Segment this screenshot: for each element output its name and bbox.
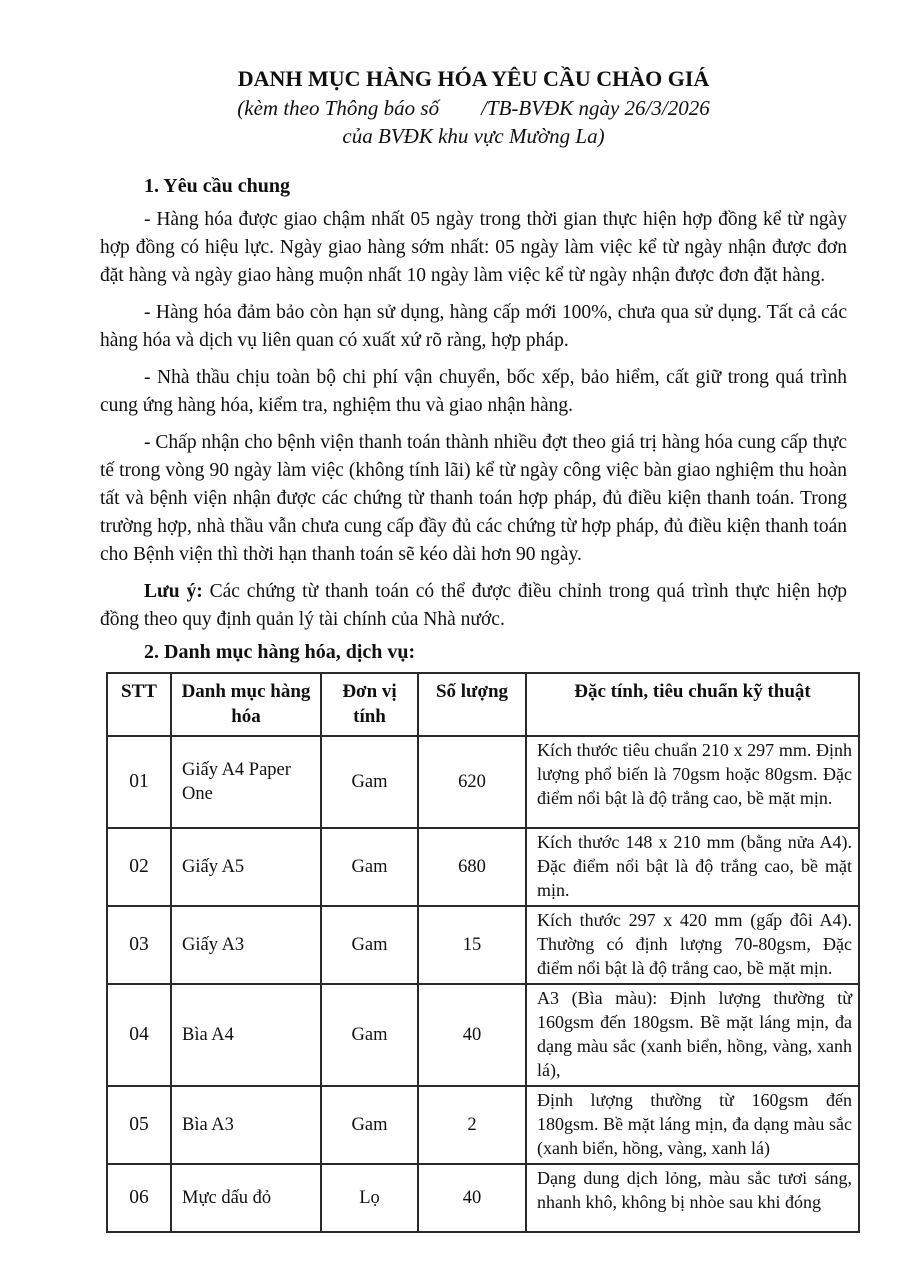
note-label: Lưu ý: bbox=[144, 581, 203, 602]
cell-stt: 04 bbox=[107, 984, 171, 1086]
note-paragraph bbox=[100, 578, 847, 634]
cell-unit: Gam bbox=[321, 1086, 418, 1164]
section-1-paragraph-2: - Hàng hóa đảm bảo còn hạn sử dụng, hàng cấp mới 100%, chưa qua sử dụng. Tất cả các hàng hóa và dịch vụ liên quan có xuất xứ rõ ràng, hợp pháp. bbox=[100, 302, 847, 351]
section-1-paragraph-1: - Hàng hóa được giao chậm nhất 05 ngày trong thời gian thực hiện hợp đồng kể từ ngày hợp đồng có hiệu lực. Ngày giao hàng sớm nhất: 05 ngày làm việc kể từ ngày nhận được đơn đặt hàng và ngày giao hàng muộn nhất 10 ngày làm việc kể từ ngày nhận được đơn đặt hàng. bbox=[100, 209, 847, 286]
cell-spec: Kích thước 148 x 210 mm (bằng nửa A4). Đặc điểm nổi bật là độ trắng cao, bề mặt mịn. bbox=[526, 828, 859, 906]
cell-stt: 05 bbox=[107, 1086, 171, 1164]
cell-stt: 06 bbox=[107, 1164, 171, 1232]
header-cell-stt: STT bbox=[107, 673, 171, 736]
table-row bbox=[107, 906, 859, 984]
table-row bbox=[107, 1086, 859, 1164]
table-row bbox=[107, 1164, 859, 1232]
cell-spec: Dạng dung dịch lỏng, màu sắc tươi sáng, nhanh khô, không bị nhòe sau khi đóng bbox=[526, 1164, 859, 1232]
cell-qty: 620 bbox=[418, 736, 526, 828]
cell-spec: A3 (Bìa màu): Định lượng thường từ 160gsm đến 180gsm. Bề mặt láng mịn, đa dạng màu sắc (xanh biển, hồng, vàng, xanh lá), bbox=[526, 984, 859, 1086]
table-row bbox=[107, 828, 859, 906]
cell-stt: 01 bbox=[107, 736, 171, 828]
cell-unit: Gam bbox=[321, 828, 418, 906]
cell-stt: 02 bbox=[107, 828, 171, 906]
cell-qty: 40 bbox=[418, 984, 526, 1086]
cell-stt: 03 bbox=[107, 906, 171, 984]
table-header-row bbox=[107, 673, 859, 736]
cell-name: Bìa A4 bbox=[171, 984, 321, 1086]
cell-qty: 40 bbox=[418, 1164, 526, 1232]
cell-name: Bìa A3 bbox=[171, 1086, 321, 1164]
cell-unit: Gam bbox=[321, 984, 418, 1086]
document-subtitle-line-2: của BVĐK khu vực Mường La) bbox=[342, 124, 605, 148]
cell-spec: Định lượng thường từ 160gsm đến 180gsm. Bề mặt láng mịn, đa dạng màu sắc (xanh biển, hồng, vàng, xanh lá) bbox=[526, 1086, 859, 1164]
header-cell-unit: Đơn vị tính bbox=[321, 673, 418, 736]
goods-table bbox=[106, 672, 860, 1233]
section-2-heading: 2. Danh mục hàng hóa, dịch vụ: bbox=[144, 641, 416, 663]
section-1-paragraph-3: - Nhà thầu chịu toàn bộ chi phí vận chuyển, bốc xếp, bảo hiểm, cất giữ trong quá trình cung ứng hàng hóa, kiểm tra, nghiệm thu và giao nhận hàng. bbox=[100, 367, 847, 416]
cell-spec: Kích thước tiêu chuẩn 210 x 297 mm. Định lượng phổ biến là 70gsm hoặc 80gsm. Đặc điểm nổi bật là độ trắng cao, bề mặt mịn. bbox=[526, 736, 859, 828]
section-1-heading: 1. Yêu cầu chung bbox=[144, 175, 290, 197]
cell-name: Mực dấu đỏ bbox=[171, 1164, 321, 1232]
section-1-paragraph-4: - Chấp nhận cho bệnh viện thanh toán thành nhiều đợt theo giá trị hàng hóa cung cấp thực tế trong vòng 90 ngày làm việc (không tính lãi) kể từ ngày công việc bàn giao nghiệm thu hoàn tất và bệnh viện nhận được các chứng từ thanh toán hợp pháp, đủ điều kiện thanh toán. Trong trường hợp, nhà thầu vẫn chưa cung cấp đầy đủ các chứng từ hợp pháp, đủ điều kiện thanh toán cho Bệnh viện thì thời hạn thanh toán sẽ kéo dài hơn 90 ngày. bbox=[100, 432, 847, 565]
table-row bbox=[107, 736, 859, 828]
cell-unit: Gam bbox=[321, 906, 418, 984]
cell-name: Giấy A5 bbox=[171, 828, 321, 906]
cell-qty: 2 bbox=[418, 1086, 526, 1164]
cell-name: Giấy A3 bbox=[171, 906, 321, 984]
cell-unit: Lọ bbox=[321, 1164, 418, 1232]
header-cell-name: Danh mục hàng hóa bbox=[171, 673, 321, 736]
page-title: DANH MỤC HÀNG HÓA YÊU CẦU CHÀO GIÁ bbox=[237, 66, 710, 91]
header-cell-spec: Đặc tính, tiêu chuẩn kỹ thuật bbox=[526, 673, 859, 736]
table-row bbox=[107, 984, 859, 1086]
cell-unit: Gam bbox=[321, 736, 418, 828]
document-subtitle-line-1: (kèm theo Thông báo số /TB-BVĐK ngày 26/3/2026 bbox=[237, 96, 710, 120]
note-text: Các chứng từ thanh toán có thể được điều chỉnh trong quá trình thực hiện hợp đồng theo quy định quản lý tài chính của Nhà nước. bbox=[100, 581, 848, 630]
header-cell-qty: Số lượng bbox=[418, 673, 526, 736]
cell-spec: Kích thước 297 x 420 mm (gấp đôi A4). Thường có định lượng 70-80gsm, Đặc điểm nổi bật là độ trắng cao, bề mặt mịn. bbox=[526, 906, 859, 984]
cell-qty: 680 bbox=[418, 828, 526, 906]
cell-name: Giấy A4 Paper One bbox=[171, 736, 321, 828]
cell-qty: 15 bbox=[418, 906, 526, 984]
